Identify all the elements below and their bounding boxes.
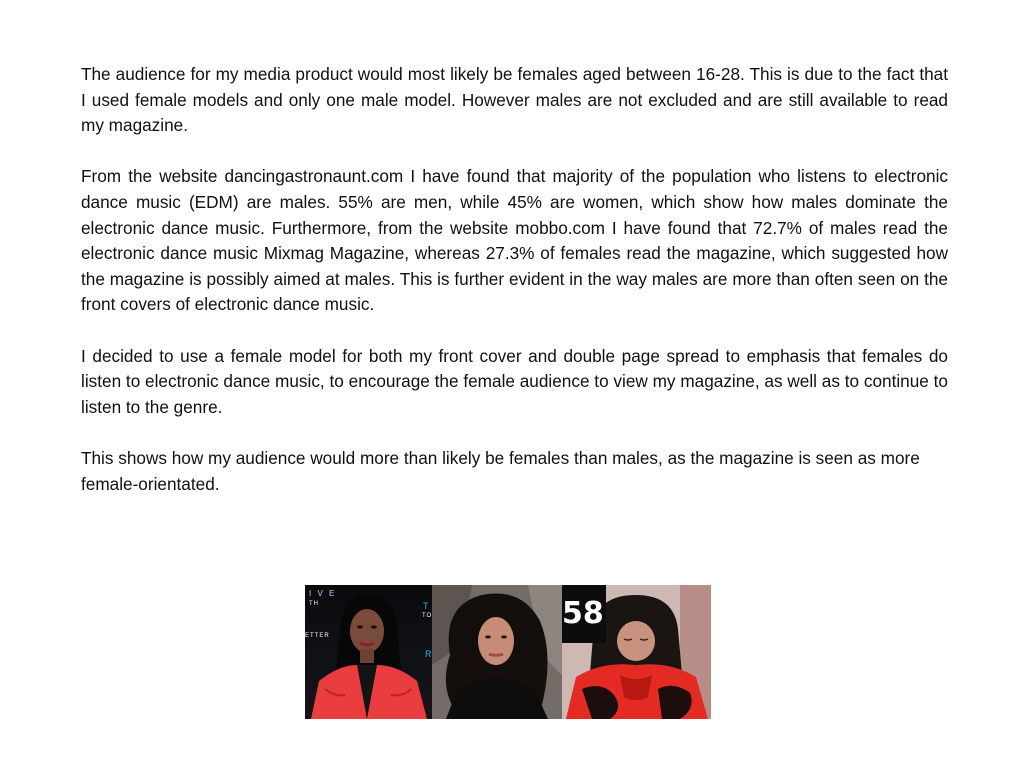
cover-photo bbox=[305, 585, 432, 719]
paragraph-model-choice: I decided to use a female model for both my front cover and double page spread to emphasis that females do listen to electronic dance music, to encourage the female audience to view my magazine, as well as to continue to listen to the genre. bbox=[81, 345, 948, 417]
paragraph-conclusion: This shows how my audience would more than likely be females than males, as the magazine is seen as more female-orientated. bbox=[81, 447, 920, 494]
portrait-photo-illustration bbox=[432, 585, 562, 719]
cover-side-letter-3: R bbox=[425, 649, 432, 659]
paragraph-audience: The audience for my media product would most likely be females aged between 16-28. This is due to the fact that I used female models and only one male model. However males are not excluded and are still available to read my magazine. bbox=[81, 64, 948, 136]
cover-side-letter-1: T bbox=[423, 601, 430, 611]
portrait-photo bbox=[432, 585, 562, 719]
body-text bbox=[81, 62, 948, 497]
cover-small-text-1: TH bbox=[309, 601, 319, 607]
cover-side-letter-2: TO bbox=[422, 613, 432, 619]
issue-number-box: 58 bbox=[562, 585, 606, 643]
cover-small-text-2: ETTER bbox=[305, 633, 330, 639]
cover-top-text: I V E bbox=[309, 589, 337, 598]
bowed-portrait-photo bbox=[562, 585, 711, 719]
photo-strip bbox=[305, 585, 711, 719]
paragraph-statistics: From the website dancingastronaunt.com I have found that majority of the population who listens to electronic dance music (EDM) are males. 55% are men, while 45% are women, which show how males dominate the electronic dance music. Furthermore, from the website mobbo.com I have found that 72.7% of males read the electronic dance music Mixmag Magazine, whereas 27.3% of females read the magazine, which suggested how the magazine is possibly aimed at males. This is further evident in the way males are more than often seen on the front covers of electronic dance music. bbox=[81, 166, 948, 315]
cover-photo-illustration bbox=[305, 585, 432, 719]
